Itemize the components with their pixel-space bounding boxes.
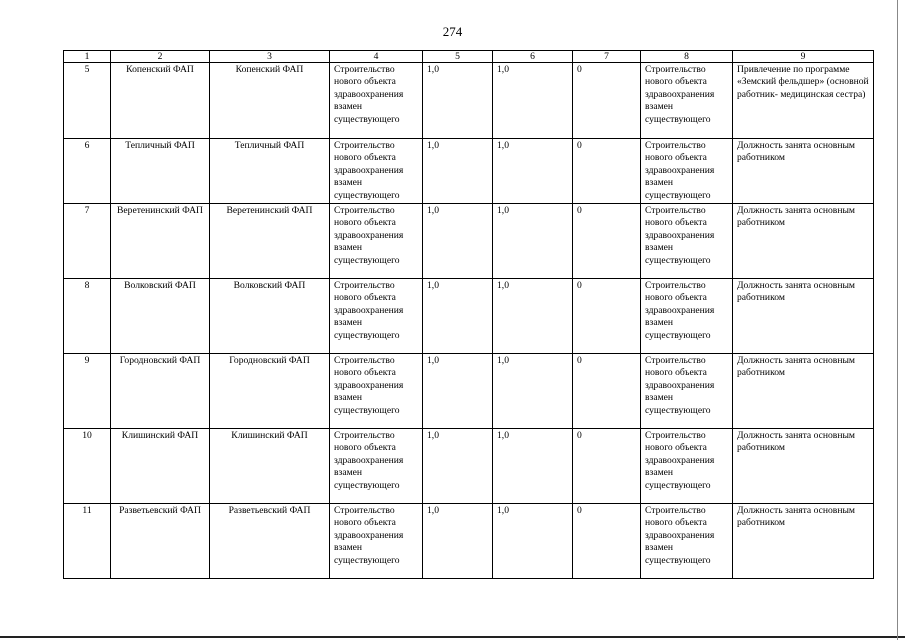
cell-value: 1,0 [423, 429, 493, 504]
cell-fap-name: Клишинский ФАП [111, 429, 210, 504]
data-table [63, 50, 874, 579]
cell-measure: Строительство нового объекта здравоохранения взамен существующего [641, 504, 733, 579]
table-row [64, 139, 874, 204]
column-header: 4 [330, 51, 423, 63]
cell-measure: Строительство нового объекта здравоохранения взамен существующего [330, 429, 423, 504]
cell-fap-name: Копенский ФАП [210, 63, 330, 139]
cell-measure: Строительство нового объекта здравоохранения взамен существующего [641, 204, 733, 279]
cell-value: 1,0 [493, 354, 573, 429]
header-row [64, 51, 874, 63]
column-header: 9 [733, 51, 874, 63]
cell-value: 1,0 [423, 279, 493, 354]
cell-value: 0 [573, 504, 641, 579]
cell-measure: Строительство нового объекта здравоохранения взамен существующего [641, 63, 733, 139]
cell-value: 1,0 [423, 63, 493, 139]
cell-measure: Строительство нового объекта здравоохранения взамен существующего [641, 429, 733, 504]
cell-note: Должность занята основным работником [733, 204, 874, 279]
cell-measure: Строительство нового объекта здравоохранения взамен существующего [641, 354, 733, 429]
table-row [64, 354, 874, 429]
cell-note: Должность занята основным работником [733, 139, 874, 204]
cell-note: Должность занята основным работником [733, 429, 874, 504]
cell-value: 1,0 [493, 139, 573, 204]
cell-measure: Строительство нового объекта здравоохранения взамен существующего [330, 63, 423, 139]
table-row [64, 429, 874, 504]
cell-value: 0 [573, 63, 641, 139]
cell-fap-name: Копенский ФАП [111, 63, 210, 139]
cell-value: 0 [573, 279, 641, 354]
cell-value: 1,0 [423, 139, 493, 204]
page-number: 274 [442, 24, 463, 39]
cell-measure: Строительство нового объекта здравоохранения взамен существующего [330, 139, 423, 204]
cell-value: 1,0 [493, 504, 573, 579]
cell-value: 0 [573, 354, 641, 429]
cell-fap-name: Волковский ФАП [210, 279, 330, 354]
column-header: 5 [423, 51, 493, 63]
row-number: 7 [64, 204, 111, 279]
cell-fap-name: Веретенинский ФАП [210, 204, 330, 279]
column-header: 8 [641, 51, 733, 63]
scan-edge-bottom [0, 636, 905, 638]
cell-fap-name: Разветьевский ФАП [210, 504, 330, 579]
cell-value: 1,0 [423, 504, 493, 579]
cell-note: Привлечение по программе «Земский фельдшер» (основной работник- медицинская сестра) [733, 63, 874, 139]
cell-note: Должность занята основным работником [733, 504, 874, 579]
cell-measure: Строительство нового объекта здравоохранения взамен существующего [330, 204, 423, 279]
cell-fap-name: Клишинский ФАП [210, 429, 330, 504]
table-row [64, 63, 874, 139]
cell-fap-name: Городновский ФАП [210, 354, 330, 429]
cell-note: Должность занята основным работником [733, 354, 874, 429]
column-header: 1 [64, 51, 111, 63]
row-number: 6 [64, 139, 111, 204]
cell-fap-name: Веретенинский ФАП [111, 204, 210, 279]
row-number: 10 [64, 429, 111, 504]
row-number: 11 [64, 504, 111, 579]
cell-fap-name: Городновский ФАП [111, 354, 210, 429]
row-number: 5 [64, 63, 111, 139]
cell-value: 1,0 [493, 279, 573, 354]
column-header: 7 [573, 51, 641, 63]
cell-fap-name: Тепличный ФАП [111, 139, 210, 204]
cell-note: Должность занята основным работником [733, 279, 874, 354]
cell-value: 0 [573, 139, 641, 204]
row-number: 8 [64, 279, 111, 354]
table-row [64, 279, 874, 354]
table-row [64, 204, 874, 279]
cell-value: 1,0 [493, 63, 573, 139]
cell-value: 1,0 [493, 204, 573, 279]
cell-value: 0 [573, 204, 641, 279]
cell-measure: Строительство нового объекта здравоохранения взамен существующего [641, 139, 733, 204]
column-header: 6 [493, 51, 573, 63]
cell-fap-name: Разветьевский ФАП [111, 504, 210, 579]
cell-measure: Строительство нового объекта здравоохранения взамен существующего [330, 279, 423, 354]
cell-measure: Строительство нового объекта здравоохранения взамен существующего [641, 279, 733, 354]
cell-measure: Строительство нового объекта здравоохранения взамен существующего [330, 504, 423, 579]
cell-value: 0 [573, 429, 641, 504]
column-header: 2 [111, 51, 210, 63]
cell-fap-name: Волковский ФАП [111, 279, 210, 354]
cell-value: 1,0 [423, 204, 493, 279]
scan-edge-right [897, 0, 898, 640]
cell-value: 1,0 [493, 429, 573, 504]
cell-fap-name: Тепличный ФАП [210, 139, 330, 204]
column-header: 3 [210, 51, 330, 63]
row-number: 9 [64, 354, 111, 429]
table-row [64, 504, 874, 579]
cell-value: 1,0 [423, 354, 493, 429]
cell-measure: Строительство нового объекта здравоохранения взамен существующего [330, 354, 423, 429]
